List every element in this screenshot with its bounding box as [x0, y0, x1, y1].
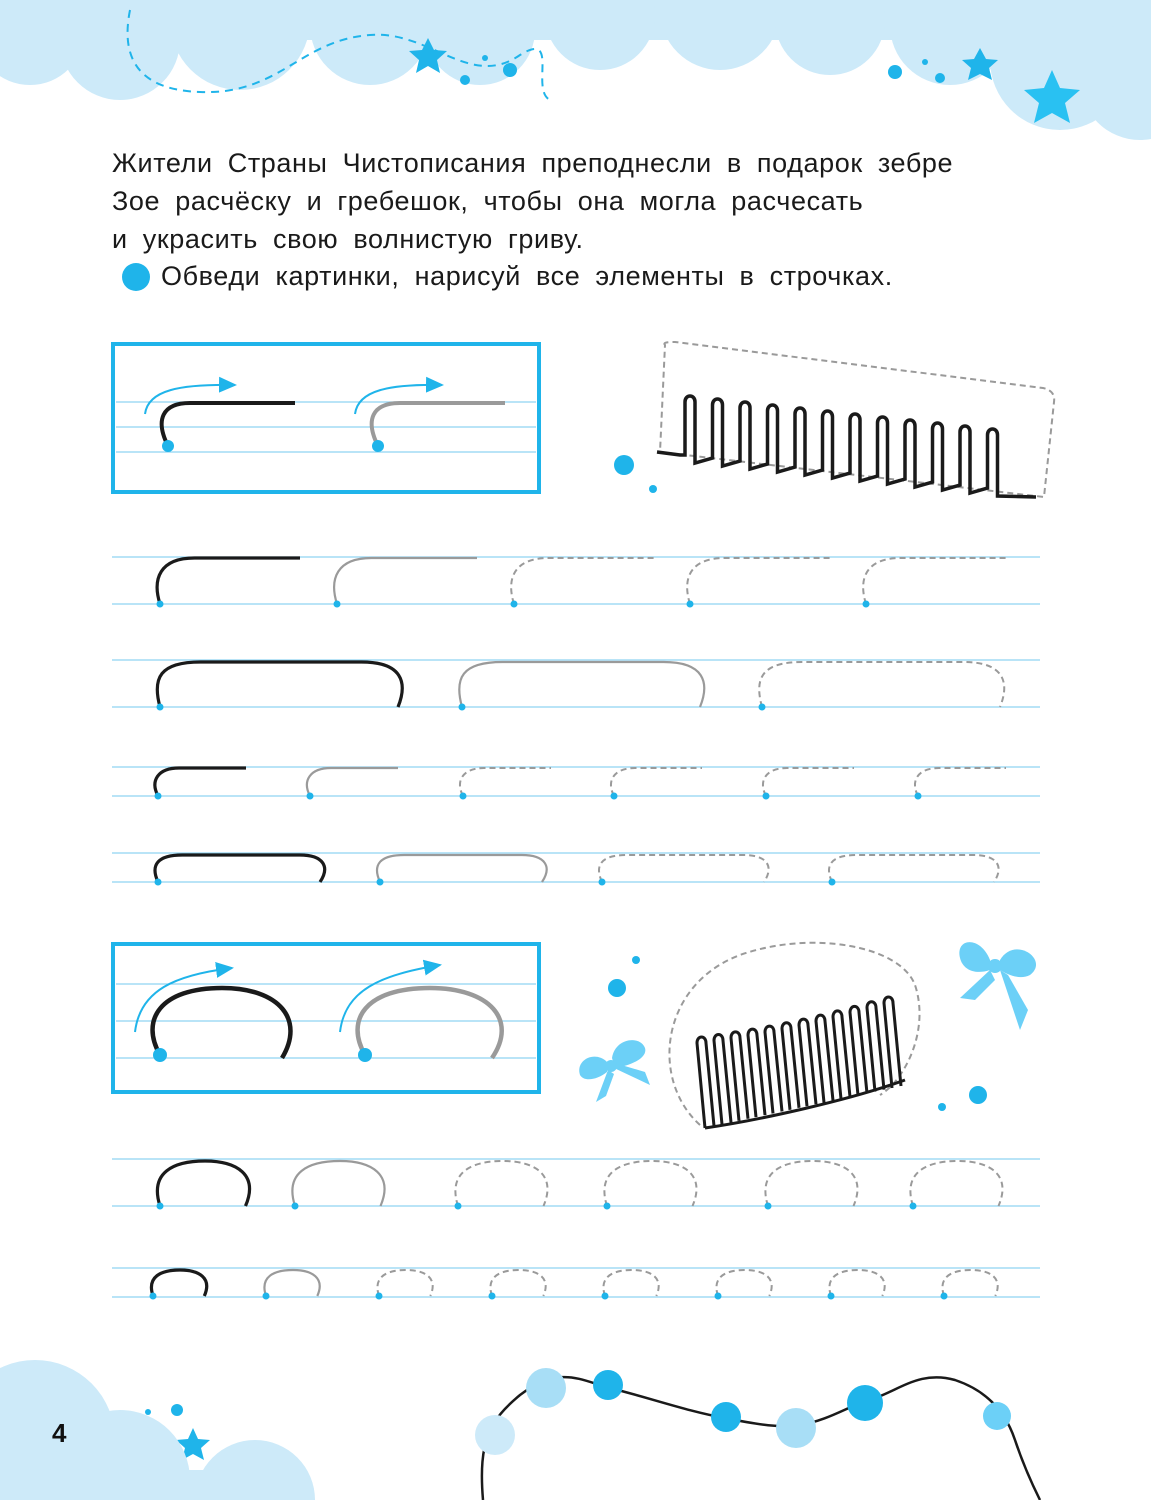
start-dot [155, 879, 162, 886]
start-dot [157, 704, 164, 711]
trace-dome-element [910, 1161, 1002, 1206]
trace-hook-element [155, 768, 246, 796]
start-dot [604, 1203, 611, 1210]
trace-hook-element [334, 558, 477, 604]
start-dot [489, 1293, 496, 1300]
trace-dome-element [765, 1161, 857, 1206]
task-bullet-icon [122, 263, 150, 291]
start-dot [455, 1203, 462, 1210]
bow-icon [579, 1040, 650, 1102]
trace-dome-element [604, 1161, 696, 1206]
start-dot [377, 879, 384, 886]
trace-hook-element [611, 768, 702, 796]
start-dot [599, 879, 606, 886]
start-dot [687, 601, 694, 608]
trace-dome-element [455, 1161, 547, 1206]
start-dot [376, 1293, 383, 1300]
bead-string-icon [475, 1368, 1040, 1500]
trace-dome-element [151, 1270, 206, 1296]
comb-icon [614, 342, 1054, 497]
trace-dome-element [829, 1270, 884, 1296]
intro-line-3: и украсить свою волнистую гриву. [112, 224, 584, 254]
start-dot [915, 793, 922, 800]
start-dot [150, 1293, 157, 1300]
trace-dome-element [292, 1161, 384, 1206]
start-dot [459, 704, 466, 711]
start-dot [263, 1293, 270, 1300]
trace-hook-element [763, 768, 854, 796]
start-dot [602, 1293, 609, 1300]
start-dot [715, 1293, 722, 1300]
trace-arch-element [377, 855, 547, 882]
hair-comb-icon [608, 943, 987, 1128]
trace-hook-element [687, 558, 830, 604]
start-dot [759, 704, 766, 711]
trace-arch-element [829, 855, 999, 882]
trace-hook-element [915, 768, 1006, 796]
tracing-elements-2 [150, 1161, 1003, 1300]
trace-arch-element [599, 855, 769, 882]
intro-line-1: Жители Страны Чистописания преподнесли в подарок зебре [112, 148, 954, 178]
start-dot [910, 1203, 917, 1210]
trace-dome-element [157, 1161, 249, 1206]
start-dot [292, 1203, 299, 1210]
trace-arch-element [157, 662, 402, 707]
start-dot [155, 793, 162, 800]
trace-arch-element [459, 662, 704, 707]
bow-icon [959, 942, 1036, 1030]
start-dot [157, 1203, 164, 1210]
start-dot [763, 793, 770, 800]
example-box-2 [113, 944, 539, 1092]
start-dot [511, 601, 518, 608]
practice-rows-1 [112, 557, 1040, 882]
trace-dome-element [490, 1270, 545, 1296]
bottom-clouds-decoration [0, 1360, 315, 1500]
trace-dome-element [716, 1270, 771, 1296]
trace-hook-element [460, 768, 551, 796]
trace-hook-element [511, 558, 654, 604]
start-dot [765, 1203, 772, 1210]
page-number: 4 [52, 1418, 67, 1448]
start-dot [941, 1293, 948, 1300]
trace-hook-element [157, 558, 300, 604]
trace-hook-element [863, 558, 1006, 604]
task-instruction: Обведи картинки, нарисуй все элементы в строчках. [161, 261, 893, 291]
start-dot [334, 601, 341, 608]
start-dot [829, 879, 836, 886]
start-dot [828, 1293, 835, 1300]
trace-dome-element [377, 1270, 432, 1296]
intro-line-2: Зое расчёску и гребешок, чтобы она могла расчесать [112, 186, 864, 216]
example-box-1 [113, 344, 539, 492]
trace-dome-element [264, 1270, 319, 1296]
practice-rows-2 [112, 1159, 1040, 1297]
start-dot [611, 793, 618, 800]
trace-arch-element [759, 662, 1004, 707]
trace-dome-element [603, 1270, 658, 1296]
tracing-elements-1 [155, 558, 1007, 886]
start-dot [863, 601, 870, 608]
start-dot [307, 793, 314, 800]
trace-dome-element [942, 1270, 997, 1296]
start-dot [157, 601, 164, 608]
trace-arch-element [155, 855, 325, 882]
start-dot [460, 793, 467, 800]
trace-hook-element [307, 768, 398, 796]
